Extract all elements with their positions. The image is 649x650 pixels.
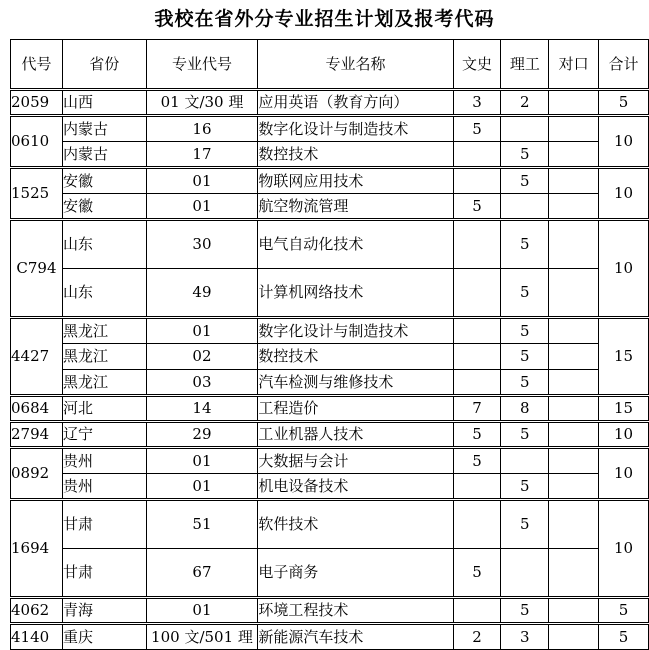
province-cell: 安徽 xyxy=(62,168,146,194)
province-cell: 青海 xyxy=(62,598,146,624)
major-code-cell: 01 xyxy=(146,598,258,624)
duikou-count-cell xyxy=(549,194,599,220)
school-group xyxy=(11,500,649,598)
duikou-count-cell xyxy=(549,116,599,142)
major-code-cell: 67 xyxy=(146,549,258,598)
group-total-cell: 5 xyxy=(599,624,649,650)
school-group xyxy=(11,624,649,650)
group-total-cell: 10 xyxy=(599,422,649,448)
province-cell: 重庆 xyxy=(62,624,146,650)
duikou-count-cell xyxy=(549,168,599,194)
table-row xyxy=(11,269,649,318)
ligong-count-cell: 2 xyxy=(501,90,549,116)
school-group xyxy=(11,318,649,396)
school-code-cell: 0892 xyxy=(11,448,63,500)
ligong-count-cell: 5 xyxy=(501,168,549,194)
major-name-cell: 数控技术 xyxy=(258,344,453,370)
major-code-cell: 49 xyxy=(146,269,258,318)
table-row xyxy=(11,220,649,269)
province-cell: 贵州 xyxy=(62,448,146,474)
table-row xyxy=(11,422,649,448)
table-row xyxy=(11,448,649,474)
header-major-name: 专业名称 xyxy=(258,40,453,90)
school-group xyxy=(11,90,649,116)
group-total-cell: 10 xyxy=(599,448,649,500)
major-name-cell: 大数据与会计 xyxy=(258,448,453,474)
major-code-cell: 02 xyxy=(146,344,258,370)
province-cell: 山东 xyxy=(62,269,146,318)
province-cell: 山西 xyxy=(62,90,146,116)
wenshi-count-cell: 7 xyxy=(453,396,501,422)
table-row xyxy=(11,624,649,650)
duikou-count-cell xyxy=(549,549,599,598)
group-total-cell: 15 xyxy=(599,318,649,396)
school-code-cell: 4062 xyxy=(11,598,63,624)
table-row xyxy=(11,474,649,500)
wenshi-count-cell xyxy=(453,344,501,370)
header-row xyxy=(11,40,649,90)
wenshi-count-cell: 5 xyxy=(453,422,501,448)
ligong-count-cell xyxy=(501,549,549,598)
major-name-cell: 物联网应用技术 xyxy=(258,168,453,194)
school-code-cell: C794 xyxy=(11,220,63,318)
header-ligong: 理工 xyxy=(501,40,549,90)
table-row xyxy=(11,500,649,549)
header-major-code: 专业代号 xyxy=(146,40,258,90)
table-row xyxy=(11,396,649,422)
ligong-count-cell: 5 xyxy=(501,474,549,500)
duikou-count-cell xyxy=(549,90,599,116)
school-code-cell: 1694 xyxy=(11,500,63,598)
table-row xyxy=(11,318,649,344)
major-name-cell: 计算机网络技术 xyxy=(258,269,453,318)
duikou-count-cell xyxy=(549,142,599,168)
duikou-count-cell xyxy=(549,396,599,422)
ligong-count-cell: 5 xyxy=(501,500,549,549)
major-name-cell: 环境工程技术 xyxy=(258,598,453,624)
major-name-cell: 数字化设计与制造技术 xyxy=(258,116,453,142)
province-cell: 黑龙江 xyxy=(62,318,146,344)
major-name-cell: 工业机器人技术 xyxy=(258,422,453,448)
major-code-cell: 51 xyxy=(146,500,258,549)
major-code-cell: 03 xyxy=(146,370,258,396)
ligong-count-cell: 5 xyxy=(501,142,549,168)
major-name-cell: 航空物流管理 xyxy=(258,194,453,220)
wenshi-count-cell xyxy=(453,318,501,344)
wenshi-count-cell xyxy=(453,142,501,168)
table-row xyxy=(11,168,649,194)
major-code-cell: 01 xyxy=(146,168,258,194)
major-name-cell: 新能源汽车技术 xyxy=(258,624,453,650)
major-code-cell: 01 文/30 理 xyxy=(146,90,258,116)
major-name-cell: 软件技术 xyxy=(258,500,453,549)
province-cell: 黑龙江 xyxy=(62,370,146,396)
school-group xyxy=(11,116,649,168)
school-code-cell: 0684 xyxy=(11,396,63,422)
school-group xyxy=(11,168,649,220)
table-row xyxy=(11,116,649,142)
school-code-cell: 2794 xyxy=(11,422,63,448)
duikou-count-cell xyxy=(549,370,599,396)
duikou-count-cell xyxy=(549,474,599,500)
province-cell: 甘肃 xyxy=(62,549,146,598)
group-total-cell: 10 xyxy=(599,220,649,318)
wenshi-count-cell xyxy=(453,474,501,500)
table-row xyxy=(11,194,649,220)
ligong-count-cell: 5 xyxy=(501,422,549,448)
ligong-count-cell xyxy=(501,448,549,474)
province-cell: 辽宁 xyxy=(62,422,146,448)
school-group xyxy=(11,220,649,318)
wenshi-count-cell: 3 xyxy=(453,90,501,116)
major-code-cell: 01 xyxy=(146,318,258,344)
header-wenshi: 文史 xyxy=(453,40,501,90)
ligong-count-cell: 5 xyxy=(501,370,549,396)
duikou-count-cell xyxy=(549,344,599,370)
wenshi-count-cell: 5 xyxy=(453,448,501,474)
major-name-cell: 数字化设计与制造技术 xyxy=(258,318,453,344)
duikou-count-cell xyxy=(549,624,599,650)
major-code-cell: 01 xyxy=(146,194,258,220)
wenshi-count-cell xyxy=(453,598,501,624)
province-cell: 内蒙古 xyxy=(62,116,146,142)
major-code-cell: 01 xyxy=(146,448,258,474)
ligong-count-cell xyxy=(501,116,549,142)
wenshi-count-cell: 5 xyxy=(453,116,501,142)
table-row xyxy=(11,370,649,396)
ligong-count-cell: 5 xyxy=(501,318,549,344)
page-title: 我校在省外分专业招生计划及报考代码 xyxy=(154,8,495,30)
wenshi-count-cell xyxy=(453,500,501,549)
enrollment-plan-table xyxy=(10,39,649,650)
ligong-count-cell: 5 xyxy=(501,269,549,318)
major-name-cell: 汽车检测与维修技术 xyxy=(258,370,453,396)
major-code-cell: 100 文/501 理 xyxy=(146,624,258,650)
province-cell: 甘肃 xyxy=(62,500,146,549)
table-row xyxy=(11,90,649,116)
header-province: 省份 xyxy=(62,40,146,90)
table-row xyxy=(11,549,649,598)
wenshi-count-cell: 5 xyxy=(453,549,501,598)
ligong-count-cell: 3 xyxy=(501,624,549,650)
major-code-cell: 17 xyxy=(146,142,258,168)
duikou-count-cell xyxy=(549,220,599,269)
group-total-cell: 10 xyxy=(599,168,649,220)
school-code-cell: 2059 xyxy=(11,90,63,116)
group-total-cell: 10 xyxy=(599,116,649,168)
school-code-cell: 0610 xyxy=(11,116,63,168)
duikou-count-cell xyxy=(549,318,599,344)
duikou-count-cell xyxy=(549,422,599,448)
major-name-cell: 工程造价 xyxy=(258,396,453,422)
duikou-count-cell xyxy=(549,598,599,624)
province-cell: 安徽 xyxy=(62,194,146,220)
group-total-cell: 10 xyxy=(599,500,649,598)
ligong-count-cell: 5 xyxy=(501,598,549,624)
province-cell: 河北 xyxy=(62,396,146,422)
wenshi-count-cell xyxy=(453,269,501,318)
table-row xyxy=(11,598,649,624)
major-name-cell: 应用英语（教育方向） xyxy=(258,90,453,116)
header-code: 代号 xyxy=(11,40,63,90)
header-total: 合计 xyxy=(599,40,649,90)
province-cell: 内蒙古 xyxy=(62,142,146,168)
duikou-count-cell xyxy=(549,500,599,549)
wenshi-count-cell xyxy=(453,168,501,194)
major-code-cell: 30 xyxy=(146,220,258,269)
group-total-cell: 5 xyxy=(599,90,649,116)
major-name-cell: 数控技术 xyxy=(258,142,453,168)
table-row xyxy=(11,344,649,370)
wenshi-count-cell: 5 xyxy=(453,194,501,220)
school-group xyxy=(11,448,649,500)
school-code-cell: 4140 xyxy=(11,624,63,650)
wenshi-count-cell xyxy=(453,370,501,396)
major-name-cell: 电子商务 xyxy=(258,549,453,598)
duikou-count-cell xyxy=(549,448,599,474)
province-cell: 黑龙江 xyxy=(62,344,146,370)
major-code-cell: 01 xyxy=(146,474,258,500)
school-group xyxy=(11,396,649,422)
ligong-count-cell xyxy=(501,194,549,220)
ligong-count-cell: 5 xyxy=(501,220,549,269)
wenshi-count-cell: 2 xyxy=(453,624,501,650)
header-duikou: 对口 xyxy=(549,40,599,90)
group-total-cell: 5 xyxy=(599,598,649,624)
table-row xyxy=(11,142,649,168)
group-total-cell: 15 xyxy=(599,396,649,422)
province-cell: 贵州 xyxy=(62,474,146,500)
school-code-cell: 4427 xyxy=(11,318,63,396)
major-code-cell: 16 xyxy=(146,116,258,142)
major-code-cell: 14 xyxy=(146,396,258,422)
duikou-count-cell xyxy=(549,269,599,318)
province-cell: 山东 xyxy=(62,220,146,269)
major-name-cell: 机电设备技术 xyxy=(258,474,453,500)
school-group xyxy=(11,598,649,624)
major-code-cell: 29 xyxy=(146,422,258,448)
ligong-count-cell: 5 xyxy=(501,344,549,370)
school-group xyxy=(11,422,649,448)
school-code-cell: 1525 xyxy=(11,168,63,220)
wenshi-count-cell xyxy=(453,220,501,269)
major-name-cell: 电气自动化技术 xyxy=(258,220,453,269)
ligong-count-cell: 8 xyxy=(501,396,549,422)
